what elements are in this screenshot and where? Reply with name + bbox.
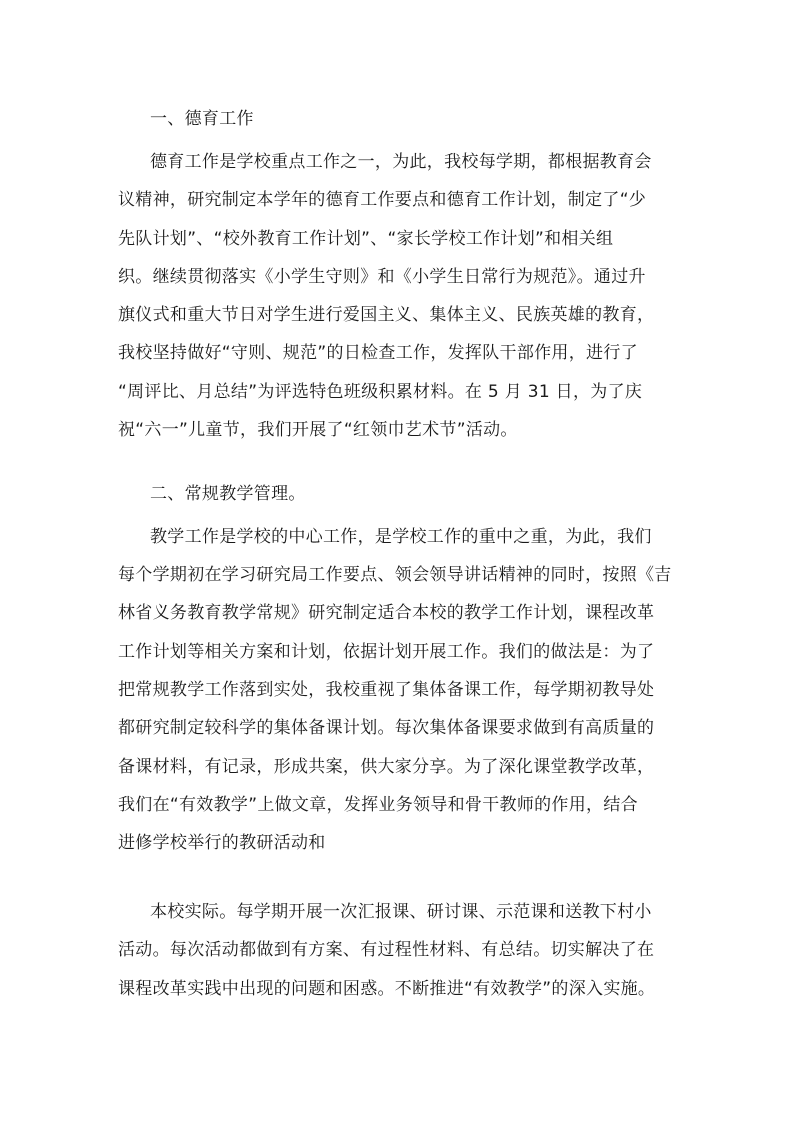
paragraph-line: 议精神，研究制定本学年的德育工作要点和德育工作计划，制定了“少 [118, 190, 647, 210]
paragraph-line: 每个学期初在学习研究局工作要点、领会领导讲话精神的同时，按照《吉 [118, 565, 672, 585]
paragraph-line: 工作计划等相关方案和计划，依据计划开展工作。我们的做法是：为了 [118, 642, 655, 662]
paragraph-line: 把常规教学工作落到实处，我校重视了集体备课工作，每学期初教导处 [118, 680, 655, 700]
section-heading-teaching-management: 二、常规教学管理。 [150, 484, 306, 504]
paragraph-line: 德育工作是学校重点工作之一，为此，我校每学期，都根据教育会 [150, 152, 652, 172]
section-heading-moral-education: 一、德育工作 [150, 109, 254, 129]
paragraph-line: 课程改革实践中出现的问题和困惑。不断推进“有效教学”的深入实施。 [118, 979, 656, 999]
paragraph-line: 我们在“有效教学”上做文章，发挥业务领导和骨干教师的作用，结合 [118, 795, 638, 815]
paragraph-line: 进修学校举行的教研活动和 [118, 833, 326, 853]
paragraph-line: 教学工作是学校的中心工作，是学校工作的重中之重，为此，我们 [150, 527, 652, 547]
paragraph-line: 我校坚持做好“守则、规范”的日检查工作，发挥队干部作用，进行了 [118, 343, 638, 363]
paragraph-line: 都研究制定较科学的集体备课计划。每次集体备课要求做到有高质量的 [118, 718, 655, 738]
paragraph-line: 林省义务教育教学常规》研究制定适合本校的教学工作计划，课程改革 [118, 603, 655, 623]
paragraph-line: 本校实际。每学期开展一次汇报课、研讨课、示范课和送教下村小 [150, 902, 652, 922]
paragraph-line: 旗仪式和重大节日对学生进行爱国主义、集体主义、民族英雄的教育， [118, 305, 655, 325]
paragraph-line: 备课材料，有记录，形成共案，供大家分享。为了深化课堂教学改革， [118, 757, 655, 777]
paragraph-line: “周评比、月总结”为评选特色班级积累材料。在 5 月 31 日，为了庆 [118, 382, 643, 402]
paragraph-line: 织。继续贯彻落实《小学生守则》和《小学生日常行为规范》。通过升 [118, 267, 646, 287]
paragraph-line: 活动。每次活动都做到有方案、有过程性材料、有总结。切实解决了在 [118, 940, 655, 960]
paragraph-line: 先队计划”、“校外教育工作计划”、“家长学校工作计划”和相关组 [118, 229, 614, 249]
paragraph-line: 祝“六一”儿童节，我们开展了“红领巾艺术节”活动。 [118, 420, 518, 440]
